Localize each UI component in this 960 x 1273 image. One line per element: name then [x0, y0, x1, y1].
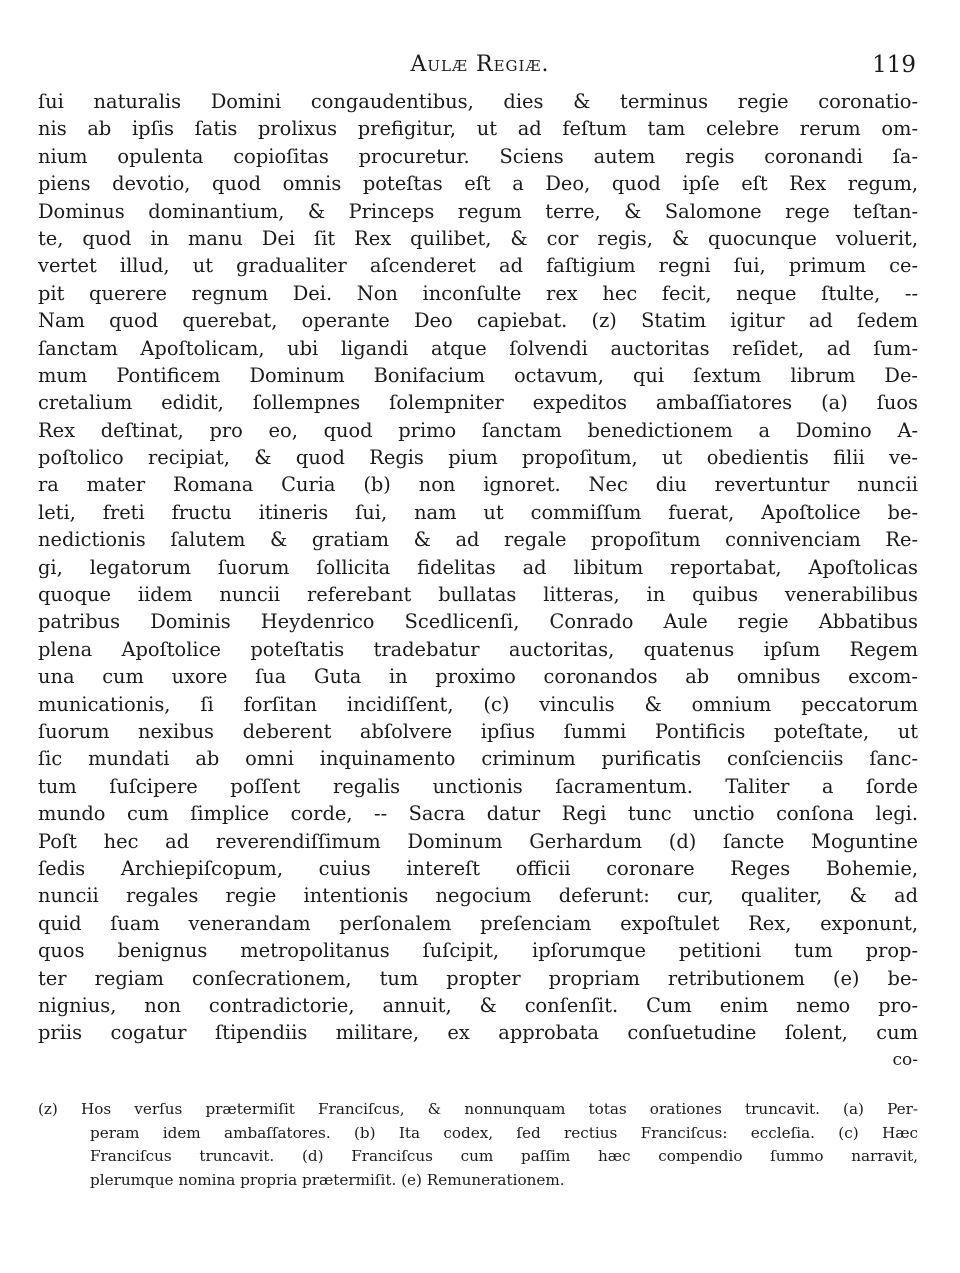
- footnote-line: peram idem ambaſſatores. (b) Ita codex, ſed rectius Franciſcus: eccleſia. (c) Hæc: [90, 1123, 918, 1142]
- text-line: pit querere regnum Dei. Non inconſulte rex hec fecit, neque ſtulte, --: [38, 281, 918, 305]
- text-line: ſui naturalis Domini congaudentibus, dies & terminus regie coronatio-: [38, 90, 918, 113]
- text-line: nedictionis ſalutem & gratiam & ad regale propoſitum connivenciam Re-: [38, 528, 918, 552]
- text-line: plena Apoſtolice poteſtatis tradebatur auctoritas, quatenus ipſum Regem: [38, 637, 918, 661]
- text-line: ſic mundati ab omni inquinamento criminum purificatis conſcienciis ſanc-: [38, 747, 918, 771]
- text-line: te, quod in manu Dei ſit Rex quilibet, & cor regis, & quocunque voluerit,: [38, 226, 918, 250]
- catchword: co-: [892, 1049, 918, 1070]
- footnote-line: plerumque nomina propria prætermiſit. (e) Remunerationem.: [90, 1170, 565, 1189]
- text-line: quos benignus metropolitanus ſuſcipit, ipſorumque petitioni tum prop-: [38, 939, 918, 963]
- text-line: ſedis Archiepiſcopum, cuius intereſt officii coronare Reges Bohemie,: [38, 856, 918, 880]
- footnote-line: Franciſcus truncavit. (d) Franciſcus cum paſſim hæc compendio ſummo narravit,: [90, 1147, 918, 1165]
- text-line: vertet illud, ut gradualiter aſcenderet ad faſtigium regni ſui, primum ce-: [38, 254, 918, 278]
- text-line: quid ſuam venerandam perſonalem preſenciam expoſtulet Rex, exponunt,: [38, 911, 918, 935]
- text-line: cretalium edidit, ſollempnes ſolempniter expeditos ambaſſiatores (a) ſuos: [38, 391, 918, 415]
- running-title: Aulæ Regiæ.: [410, 52, 550, 77]
- text-line: piens devotio, quod omnis poteſtas eſt a Deo, quod ipſe eſt Rex regum,: [38, 172, 918, 196]
- text-line: leti, freti fructu itineris ſui, nam ut commiſſum fuerat, Apoſtolice be-: [38, 500, 918, 524]
- text-line: ter regiam conſecrationem, tum propter propriam retributionem (e) be-: [38, 966, 918, 990]
- text-line: una cum uxore ſua Guta in proximo coronandos ab omnibus excom-: [38, 665, 918, 689]
- text-line: Rex deſtinat, pro eo, quod primo ſanctam benedictionem a Domino A-: [38, 418, 918, 442]
- text-line: priis cogatur ſtipendiis militare, ex approbata conſuetudine ſolent, cum: [38, 1021, 918, 1045]
- text-line: Nam quod querebat, operante Deo capiebat. (z) Statim igitur ad ſedem: [38, 309, 918, 333]
- text-line: nuncii regales regie intentionis negocium deferunt: cur, qualiter, & ad: [38, 884, 918, 908]
- text-line: mum Pontificem Dominum Bonifacium octavum, qui ſextum librum De-: [38, 363, 918, 387]
- page-number: 119: [872, 52, 916, 78]
- footnote-line: (z) Hos verſus prætermiſit Franciſcus, & nonnunquam totas orationes truncavit. (a) Per-: [38, 1100, 918, 1118]
- text-line: Dominus dominantium, & Princeps regum terre, & Salomone rege teſtan-: [38, 199, 918, 223]
- text-line: nis ab ipſis ſatis prolixus prefigitur, ut ad feſtum tam celebre rerum om-: [38, 117, 918, 141]
- main-text: [38, 88, 918, 1074]
- text-line: patribus Dominis Heydenrico Scedlicenſi, Conrado Aule regie Abbatibus: [38, 610, 918, 634]
- text-line: ſanctam Apoſtolicam, ubi ligandi atque ſolvendi auctoritas reſidet, ad ſum-: [38, 336, 918, 360]
- text-line: nignius, non contradictorie, annuit, & conſenſit. Cum enim nemo pro-: [38, 993, 918, 1017]
- text-line: tum ſuſcipere poſſent regalis unctionis ſacramentum. Taliter a ſorde: [38, 774, 918, 798]
- text-line: poſtolico recipiat, & quod Regis pium propoſitum, ut obedientis filii ve-: [38, 446, 918, 470]
- text-line: ſuorum nexibus deberent abſolvere ipſius ſummi Pontificis poteſtate, ut: [38, 719, 918, 743]
- text-line: ra mater Romana Curia (b) non ignoret. Nec diu revertuntur nuncii: [38, 473, 918, 497]
- text-line: Poſt hec ad reverendiſſimum Dominum Gerhardum (d) ſancte Moguntine: [38, 829, 918, 853]
- footnotes: [38, 1098, 918, 1192]
- text-line: mundo cum ſimplice corde, -- Sacra datur Regi tunc unctio conſona legi.: [38, 802, 918, 826]
- text-line: municationis, ſi forſitan incidiſſent, (c) vinculis & omnium peccatorum: [38, 692, 918, 716]
- text-line: nium opulenta copioſitas procuretur. Sciens autem regis coronandi ſa-: [38, 144, 918, 168]
- text-line: gi, legatorum ſuorum ſollicita fidelitas ad libitum reportabat, Apoſtolicas: [38, 555, 918, 579]
- text-line: quoque iidem nuncii referebant bullatas litteras, in quibus venerabilibus: [38, 583, 918, 607]
